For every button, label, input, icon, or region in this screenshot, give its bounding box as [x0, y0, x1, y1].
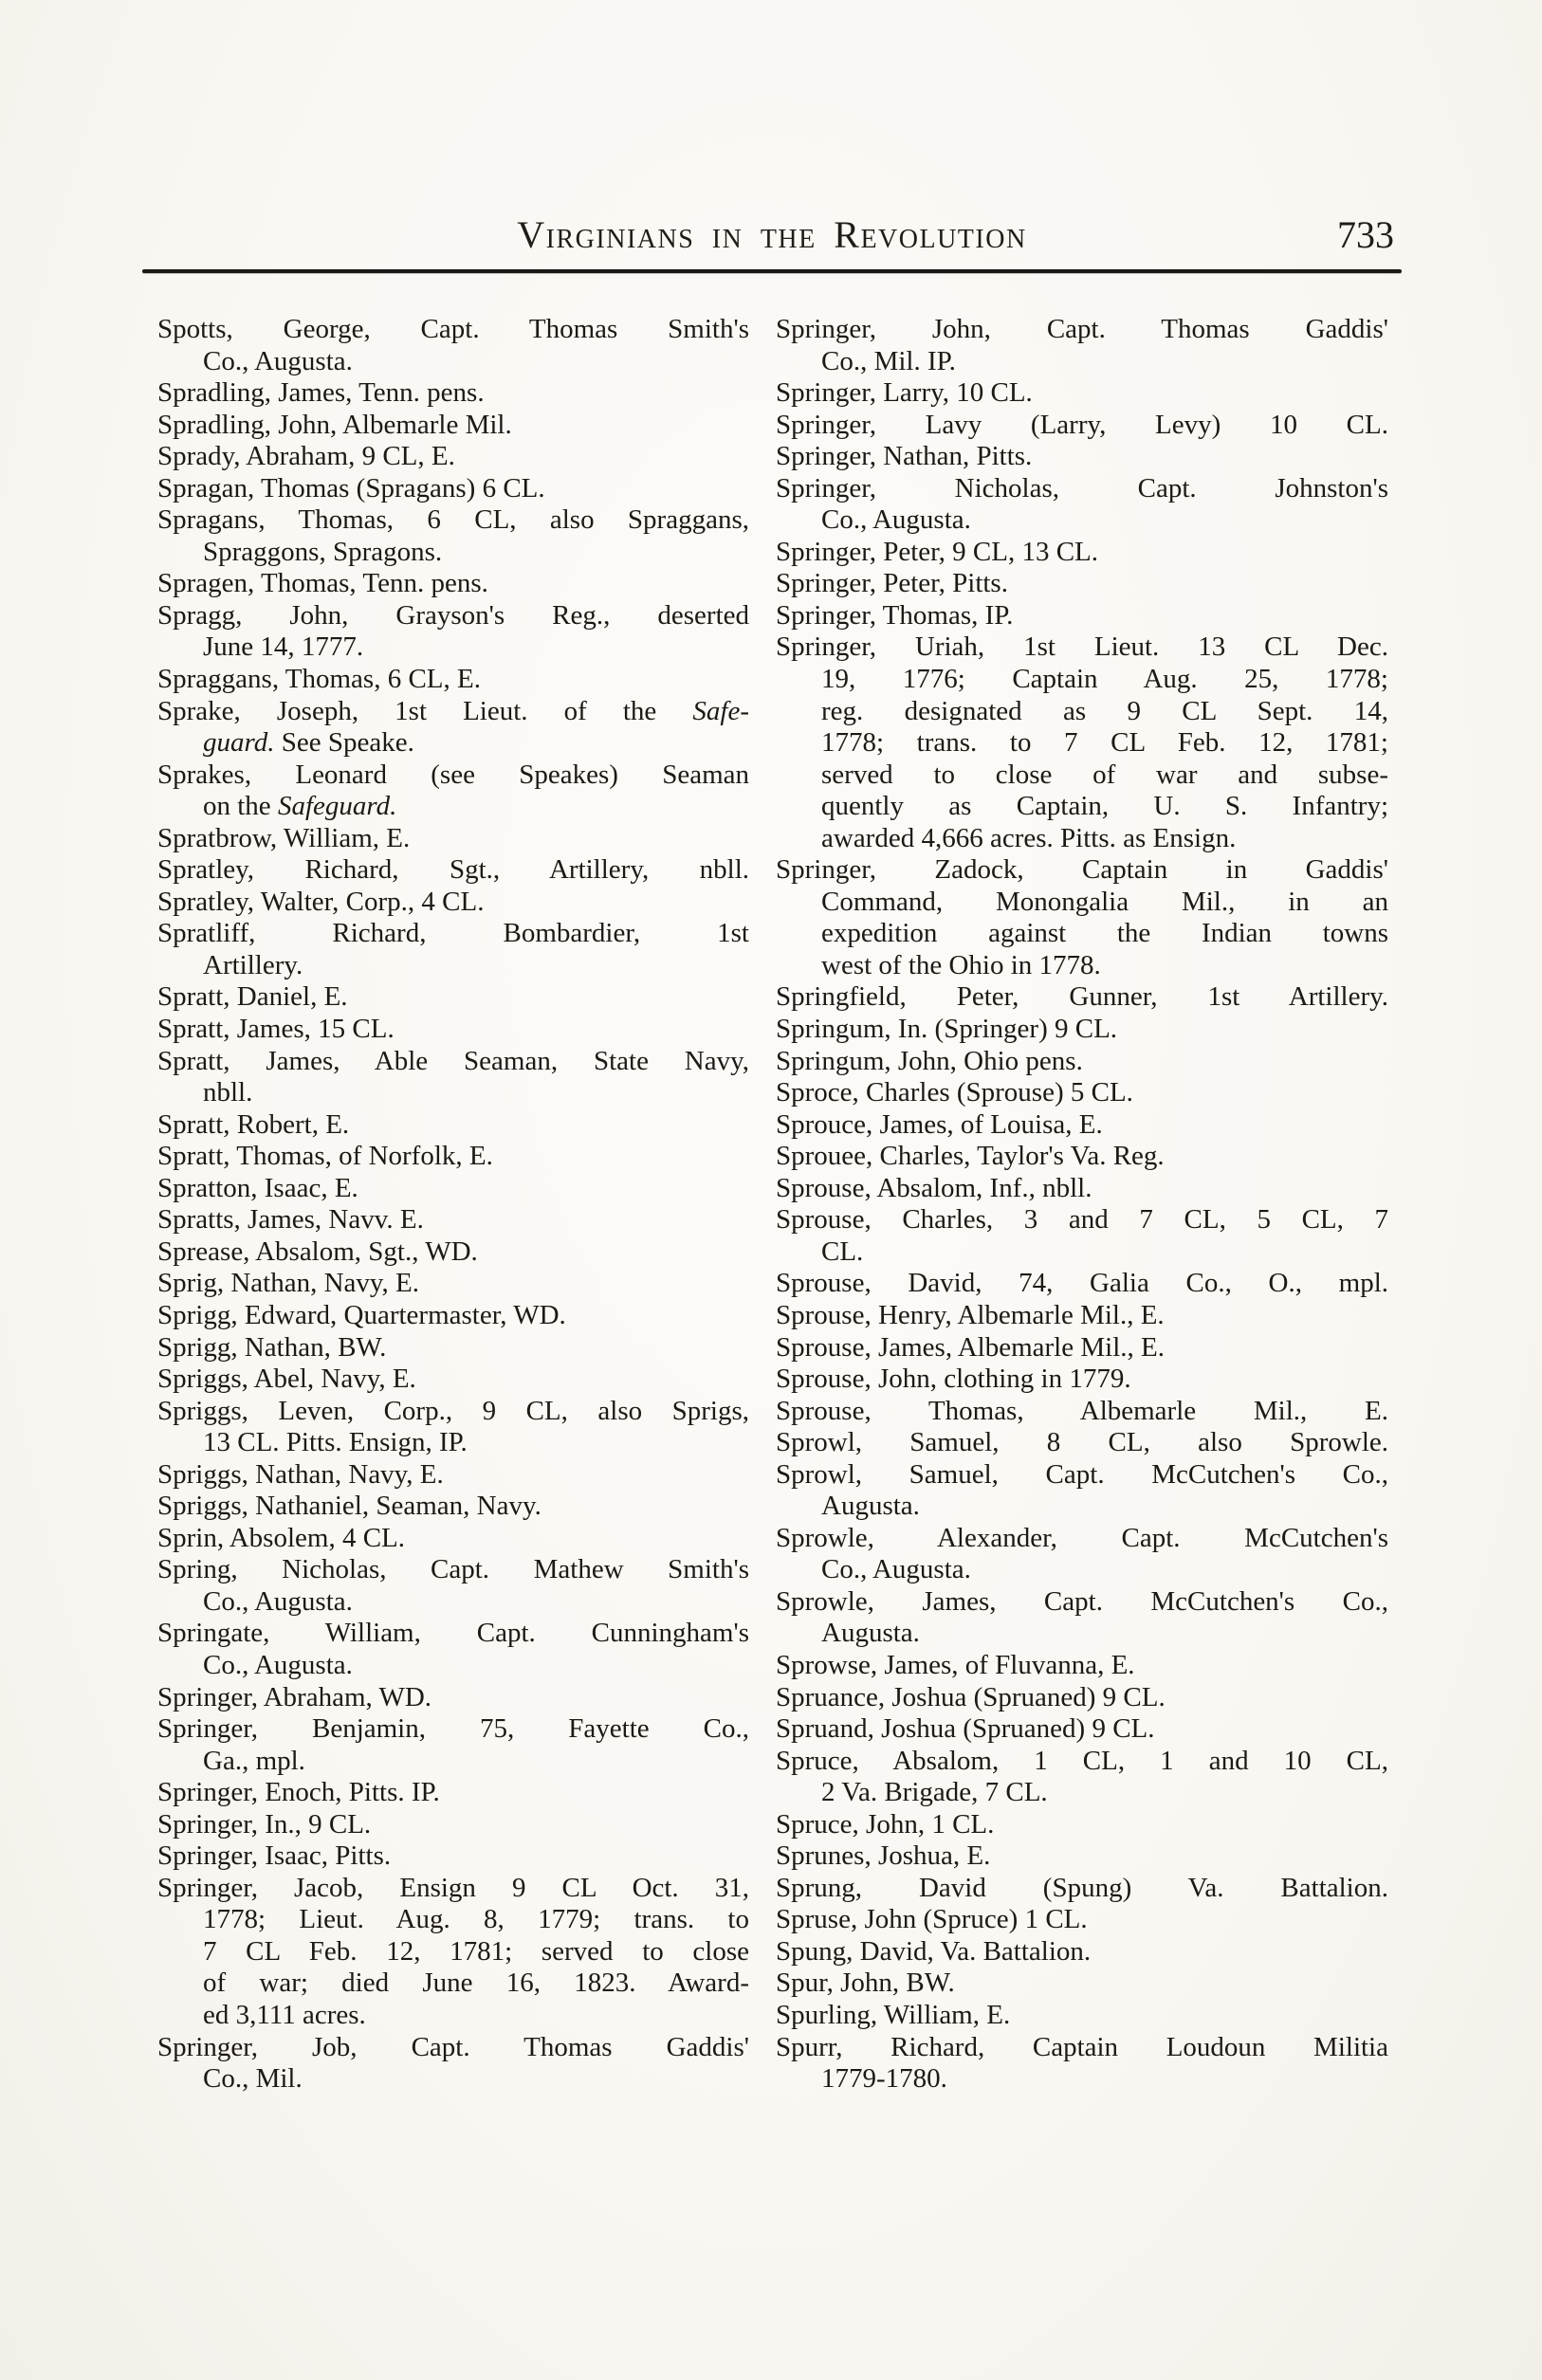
- entry-text: Sprouse, Thomas, Albemarle Mil., E.: [776, 1395, 1388, 1426]
- entry-line: [776, 760, 1388, 792]
- entry-line: [157, 791, 749, 823]
- entry-line: [776, 1268, 1388, 1300]
- entry-line: [776, 696, 1388, 728]
- entry-line: [157, 1300, 749, 1332]
- entry-line: [157, 887, 749, 919]
- entry-text: Springfield, Peter, Gunner, 1st Artillery.: [776, 981, 1388, 1013]
- entry-text: Command, Monongalia Mil., in an: [821, 886, 1388, 917]
- entry-line: [776, 346, 1388, 378]
- entry-text: Sprin, Absolem, 4 CL.: [157, 1522, 406, 1553]
- entry-line: [157, 1141, 749, 1173]
- entry-text: Sprouse, James, Albemarle Mil., E.: [776, 1331, 1165, 1363]
- entry-line: [157, 1618, 749, 1650]
- entry-line: [157, 1682, 749, 1714]
- entry-line: [157, 1777, 749, 1809]
- entry-text: June 14, 1777.: [203, 632, 364, 663]
- entry-line: [776, 1873, 1388, 1905]
- entry-text: Springer, Lavy (Larry, Levy) 10 CL.: [776, 409, 1388, 440]
- entry-line: [157, 1109, 749, 1142]
- entry-text: 2 Va. Brigade, 7 CL.: [821, 1777, 1048, 1808]
- entry-line: [776, 2000, 1388, 2032]
- entry-text: Spratliff, Richard, Bombardier, 1st: [157, 918, 749, 949]
- entry-line: [157, 1173, 749, 1205]
- entry-line: [157, 568, 749, 600]
- entry-line: [776, 1809, 1388, 1841]
- entry-line: [776, 1236, 1388, 1269]
- entry-text: 7 CL Feb. 12, 1781; served to close: [203, 1935, 749, 1967]
- entry-text: Sprease, Absalom, Sgt., WD.: [157, 1236, 478, 1267]
- entry-text: Sprouce, James, of Louisa, E.: [776, 1108, 1103, 1140]
- entry-text: Spragan, Thomas (Spragans) 6 CL.: [157, 472, 545, 503]
- entry-text: ed 3,111 acres.: [203, 1999, 366, 2030]
- entry-line: [776, 504, 1388, 537]
- entry-line: [157, 981, 749, 1014]
- ship-name-italic: guard.: [203, 727, 275, 759]
- entry-line: [776, 791, 1388, 823]
- entry-text: Sprouse, David, 74, Galia Co., O., mpl.: [776, 1268, 1388, 1299]
- entry-text: Spriggs, Leven, Corp., 9 CL, also Sprigs,: [157, 1395, 749, 1426]
- entry-line: [157, 1713, 749, 1746]
- entry-line: [157, 2000, 749, 2032]
- entry-text: Sprowle, James, Capt. McCutchen's Co.,: [776, 1585, 1388, 1617]
- entry-line: [157, 727, 749, 760]
- entry-text: Spratt, James, 15 CL.: [157, 1014, 395, 1045]
- entry-text: Springer, Larry, 10 CL.: [776, 377, 1033, 409]
- entry-text: Spratley, Walter, Corp., 4 CL.: [157, 886, 485, 917]
- entry-text: Sprouee, Charles, Taylor's Va. Reg.: [776, 1141, 1165, 1172]
- entry-line: [157, 1554, 749, 1586]
- entry-line: [157, 1904, 749, 1936]
- entry-line: [776, 1396, 1388, 1428]
- entry-text: Springer, Thomas, IP.: [776, 599, 1014, 631]
- entry-line: [157, 1491, 749, 1523]
- entry-line: [157, 1809, 749, 1841]
- entry-text: Springer, Peter, 9 CL, 13 CL.: [776, 536, 1098, 567]
- entry-text: Spurr, Richard, Captain Loudoun Militia: [776, 2031, 1388, 2062]
- entry-text: Spratt, Thomas, of Norfolk, E.: [157, 1141, 493, 1172]
- entry-line: [776, 823, 1388, 855]
- entry-text: served to close of war and subse-: [821, 759, 1388, 790]
- entry-text: Spriggs, Nathaniel, Seaman, Navy.: [157, 1491, 542, 1522]
- entry-line: [776, 568, 1388, 600]
- entry-text: Sprakes, Leonard (see Speakes) Seaman: [157, 759, 749, 790]
- entry-text: Artillery.: [203, 949, 303, 980]
- entry-text: awarded 4,666 acres. Pitts. as Ensign.: [821, 822, 1237, 853]
- entry-line: [157, 1077, 749, 1109]
- entry-line: [157, 1873, 749, 1905]
- entry-text: Co., Augusta.: [203, 345, 353, 376]
- entry-text: Co., Mil.: [203, 2063, 303, 2095]
- entry-text: CL.: [821, 1236, 864, 1267]
- entry-text: Springum, In. (Springer) 9 CL.: [776, 1014, 1118, 1045]
- entry-line: [776, 1554, 1388, 1586]
- entry-text: Spruse, John (Spruce) 1 CL.: [776, 1904, 1088, 1935]
- entry-line: [157, 314, 749, 346]
- entry-line: [157, 441, 749, 473]
- entry-text: nbll.: [203, 1077, 253, 1108]
- entry-line: [776, 1046, 1388, 1078]
- entry-line: [776, 537, 1388, 569]
- entry-text: Springer, Isaac, Pitts.: [157, 1840, 392, 1872]
- ship-name-italic: Safe-: [692, 695, 749, 726]
- entry-line: [776, 1618, 1388, 1650]
- entry-line: [157, 600, 749, 632]
- entry-line: [776, 854, 1388, 887]
- entry-line: [776, 1777, 1388, 1809]
- entry-line: [157, 823, 749, 855]
- entry-text: Ga., mpl.: [203, 1745, 305, 1776]
- entry-line: [776, 1936, 1388, 1968]
- entry-text: Spruce, John, 1 CL.: [776, 1808, 995, 1840]
- entry-line: [776, 1746, 1388, 1778]
- entry-text: Spradling, John, Albemarle Mil.: [157, 409, 512, 440]
- entry-line: [157, 854, 749, 887]
- entry-text: of war; died June 16, 1823. Award-: [203, 1968, 749, 1999]
- entry-line: [776, 1459, 1388, 1492]
- page-number: 733: [1337, 213, 1394, 256]
- entry-line: [157, 664, 749, 696]
- entry-text: Spratton, Isaac, E.: [157, 1172, 358, 1203]
- entry-text: Co., Augusta.: [821, 1554, 971, 1585]
- entry-text: Springer, Enoch, Pitts. IP.: [157, 1777, 440, 1808]
- entry-line: [157, 1968, 749, 2000]
- entry-text: Sprigg, Nathan, BW.: [157, 1331, 387, 1363]
- entry-line: [157, 1236, 749, 1269]
- entry-text: 1779-1780.: [821, 2063, 947, 2095]
- entry-text: Spung, David, Va. Battalion.: [776, 1935, 1092, 1967]
- entry-line: [157, 1650, 749, 1682]
- entry-line: [157, 918, 749, 950]
- entry-line: [776, 981, 1388, 1014]
- entry-text: 13 CL. Pitts. Ensign, IP.: [203, 1427, 468, 1458]
- entry-text: Springer, Job, Capt. Thomas Gaddis': [157, 2031, 749, 2062]
- header-rule: [142, 269, 1402, 273]
- entry-text: Sprowse, James, of Fluvanna, E.: [776, 1649, 1135, 1680]
- entry-text: Springate, William, Capt. Cunningham's: [157, 1618, 749, 1649]
- entry-line: [776, 473, 1388, 505]
- page-title: Virginians in the Revolution: [517, 213, 1027, 256]
- entry-line: [776, 1077, 1388, 1109]
- entry-text: Sprake, Joseph, 1st Lieut. of the: [157, 695, 693, 726]
- entry-line: [157, 1936, 749, 1968]
- entry-line: [157, 410, 749, 442]
- entry-text: Spratbrow, William, E.: [157, 822, 411, 853]
- entry-line: [776, 887, 1388, 919]
- entry-text: Co., Augusta.: [203, 1585, 353, 1617]
- entry-line: [776, 1523, 1388, 1555]
- entry-text: Augusta.: [821, 1618, 920, 1649]
- entry-line: [776, 1840, 1388, 1873]
- entry-text: Spragg, John, Grayson's Reg., deserted: [157, 599, 749, 631]
- entry-text: 1778; trans. to 7 CL Feb. 12, 1781;: [821, 727, 1388, 759]
- entry-line: [776, 1141, 1388, 1173]
- entry-line: [776, 441, 1388, 473]
- entry-text: Co., Mil. IP.: [821, 345, 956, 376]
- entry-text: Spriggs, Abel, Navy, E.: [157, 1364, 416, 1395]
- left-column: [157, 314, 749, 2096]
- entry-text: Spraggans, Thomas, 6 CL, E.: [157, 664, 481, 695]
- entry-text: Springer, In., 9 CL.: [157, 1808, 372, 1840]
- entry-text: Spratt, James, Able Seaman, State Navy,: [157, 1045, 749, 1076]
- entry-text: quently as Captain, U. S. Infantry;: [821, 791, 1388, 822]
- ship-name-italic: Safeguard.: [277, 791, 397, 822]
- entry-text: Spragen, Thomas, Tenn. pens.: [157, 568, 488, 599]
- entry-text: Spring, Nicholas, Capt. Mathew Smith's: [157, 1554, 749, 1585]
- entry-text: Spraggons, Spragons.: [203, 536, 443, 567]
- entry-line: [776, 1332, 1388, 1364]
- entry-line: [157, 696, 749, 728]
- entry-text: Sprowl, Samuel, Capt. McCutchen's Co.,: [776, 1458, 1388, 1490]
- entry-line: [157, 473, 749, 505]
- entry-line: [776, 1904, 1388, 1936]
- entry-line: [157, 760, 749, 792]
- page-header: [142, 211, 1402, 260]
- entry-text: Spratley, Richard, Sgt., Artillery, nbll.: [157, 854, 749, 886]
- entry-text: Sprig, Nathan, Navy, E.: [157, 1268, 419, 1299]
- entry-line: [157, 346, 749, 378]
- entry-text: Augusta.: [821, 1491, 920, 1522]
- entry-text: Spotts, George, Capt. Thomas Smith's: [157, 314, 749, 344]
- entry-line: [776, 1014, 1388, 1046]
- entry-line: [776, 918, 1388, 950]
- entry-text: Springer, Jacob, Ensign 9 CL Oct. 31,: [157, 1872, 749, 1903]
- entry-text: 19, 1776; Captain Aug. 25, 1778;: [821, 664, 1388, 695]
- entry-text: Sprouse, Henry, Albemarle Mil., E.: [776, 1299, 1165, 1330]
- entry-text: Sprung, David (Spung) Va. Battalion.: [776, 1872, 1388, 1903]
- entry-text: 1778; Lieut. Aug. 8, 1779; trans. to: [203, 1904, 749, 1935]
- entry-line: [776, 1300, 1388, 1332]
- entry-line: [157, 1459, 749, 1492]
- entry-text: Spragans, Thomas, 6 CL, also Spraggans,: [157, 504, 749, 536]
- entry-text: Spriggs, Nathan, Navy, E.: [157, 1458, 444, 1490]
- entry-text: Sprouse, Charles, 3 and 7 CL, 5 CL, 7: [776, 1204, 1388, 1236]
- entry-line: [157, 1046, 749, 1078]
- entry-text: Spurling, William, E.: [776, 1999, 1011, 2030]
- entry-line: [157, 1364, 749, 1396]
- entry-line: [776, 314, 1388, 346]
- entry-line: [776, 1713, 1388, 1746]
- entry-text: Springer, Nicholas, Capt. Johnston's: [776, 472, 1388, 503]
- entry-text: Springer, Benjamin, 75, Fayette Co.,: [157, 1713, 749, 1745]
- entry-line: [776, 1682, 1388, 1714]
- entry-line: [157, 504, 749, 537]
- entry-line: [157, 632, 749, 664]
- entry-text: Springer, Nathan, Pitts.: [776, 441, 1033, 472]
- entry-line: [776, 1173, 1388, 1205]
- entry-text: Spradling, James, Tenn. pens.: [157, 377, 485, 409]
- entry-text: Sproce, Charles (Sprouse) 5 CL.: [776, 1077, 1133, 1108]
- entry-line: [776, 1586, 1388, 1619]
- entry-line: [776, 664, 1388, 696]
- entry-line: [776, 950, 1388, 982]
- entry-line: [157, 537, 749, 569]
- entry-line: [776, 410, 1388, 442]
- entry-line: [157, 1014, 749, 1046]
- entry-line: [157, 1268, 749, 1300]
- entry-text: Spruance, Joshua (Spruaned) 9 CL.: [776, 1681, 1166, 1712]
- entry-text: Springer, Abraham, WD.: [157, 1681, 432, 1712]
- entry-line: [776, 1491, 1388, 1523]
- entry-line: [776, 1968, 1388, 2000]
- entry-text: Springer, John, Capt. Thomas Gaddis': [776, 314, 1388, 344]
- entry-text: Sprowl, Samuel, 8 CL, also Sprowle.: [776, 1427, 1388, 1458]
- entry-line: [776, 600, 1388, 632]
- entry-line: [157, 950, 749, 982]
- entry-text: Springer, Peter, Pitts.: [776, 568, 1008, 599]
- entry-line: [157, 1427, 749, 1459]
- entry-line: [157, 1586, 749, 1619]
- entry-line: [157, 1332, 749, 1364]
- entry-text: Springum, John, Ohio pens.: [776, 1045, 1083, 1076]
- entry-text: Sprigg, Edward, Quartermaster, WD.: [157, 1299, 566, 1330]
- entry-line: [157, 1523, 749, 1555]
- entry-line: [157, 1396, 749, 1428]
- entry-text: Sprouse, Absalom, Inf., nbll.: [776, 1172, 1092, 1203]
- entry-line: [776, 1427, 1388, 1459]
- entry-text: west of the Ohio in 1778.: [821, 949, 1101, 980]
- entry-text: Co., Augusta.: [821, 504, 971, 536]
- entry-text: Springer, Zadock, Captain in Gaddis': [776, 854, 1388, 886]
- entry-line: [157, 1840, 749, 1873]
- entry-text: Springer, Uriah, 1st Lieut. 13 CL Dec.: [776, 632, 1388, 663]
- entry-line: [157, 2063, 749, 2096]
- entry-text: Spruce, Absalom, 1 CL, 1 and 10 CL,: [776, 1745, 1388, 1776]
- entry-text: Co., Augusta.: [203, 1649, 353, 1680]
- entry-line: [776, 632, 1388, 664]
- entry-text: reg. designated as 9 CL Sept. 14,: [821, 695, 1388, 726]
- entry-text: Spur, John, BW.: [776, 1968, 955, 1999]
- entry-text: expedition against the Indian towns: [821, 918, 1388, 949]
- entry-line: [776, 2063, 1388, 2096]
- entry-text: Spruand, Joshua (Spruaned) 9 CL.: [776, 1713, 1155, 1745]
- entry-text: Sprowle, Alexander, Capt. McCutchen's: [776, 1522, 1388, 1553]
- entry-line: [157, 2032, 749, 2064]
- entry-line: [776, 2032, 1388, 2064]
- entry-text: on the: [203, 791, 278, 822]
- entry-text: Sprunes, Joshua, E.: [776, 1840, 991, 1872]
- entry-line: [776, 1109, 1388, 1142]
- entry-line: [776, 727, 1388, 760]
- entry-text: See Speake.: [274, 727, 414, 759]
- entry-line: [776, 1364, 1388, 1396]
- entry-text: Sprouse, John, clothing in 1779.: [776, 1364, 1131, 1395]
- entry-line: [776, 377, 1388, 410]
- entry-line: [776, 1650, 1388, 1682]
- right-column: [776, 314, 1388, 2096]
- entry-line: [157, 377, 749, 410]
- entry-line: [157, 1204, 749, 1236]
- entry-text: Spratt, Robert, E.: [157, 1108, 350, 1140]
- entry-text: Spratt, Daniel, E.: [157, 981, 348, 1013]
- entry-line: [157, 1746, 749, 1778]
- entry-line: [776, 1204, 1388, 1236]
- entry-text: Sprady, Abraham, 9 CL, E.: [157, 441, 455, 472]
- entry-text: Spratts, James, Navv. E.: [157, 1204, 424, 1236]
